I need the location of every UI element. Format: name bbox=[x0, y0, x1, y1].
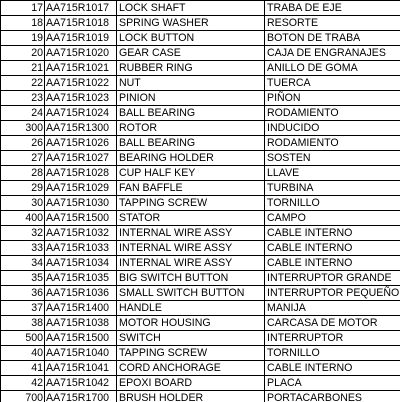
table-row bbox=[1, 31, 400, 46]
table-row bbox=[1, 376, 400, 391]
spanish-description-cell: RODAMIENTO bbox=[265, 106, 400, 121]
spanish-description-cell: TORNILLO bbox=[265, 196, 400, 211]
item-number-cell: 33 bbox=[1, 241, 45, 256]
description-cell: TAPPING SCREW bbox=[117, 346, 265, 361]
item-number-cell: 36 bbox=[1, 286, 45, 301]
description-cell: GEAR CASE bbox=[117, 46, 265, 61]
part-code-cell: AA715R1300 bbox=[45, 121, 117, 136]
part-code-cell: AA715R1018 bbox=[45, 16, 117, 31]
item-number-cell: 22 bbox=[1, 76, 45, 91]
spanish-description-cell: INTERRUPTOR GRANDE bbox=[265, 271, 400, 286]
part-code-cell: AA715R1023 bbox=[45, 91, 117, 106]
table-row bbox=[1, 301, 400, 316]
table-row bbox=[1, 346, 400, 361]
part-code-cell: AA715R1041 bbox=[45, 361, 117, 376]
spanish-description-cell: CAJA DE ENGRANAJES bbox=[265, 46, 400, 61]
table-row bbox=[1, 331, 400, 346]
part-code-cell: AA715R1036 bbox=[45, 286, 117, 301]
description-cell: CORD ANCHORAGE bbox=[117, 361, 265, 376]
table-row bbox=[1, 391, 400, 402]
spanish-description-cell: CAMPO bbox=[265, 211, 400, 226]
part-code-cell: AA715R1022 bbox=[45, 76, 117, 91]
spanish-description-cell: LLAVE bbox=[265, 166, 400, 181]
table-row bbox=[1, 211, 400, 226]
table-row bbox=[1, 256, 400, 271]
item-number-cell: 400 bbox=[1, 211, 45, 226]
part-code-cell: AA715R1400 bbox=[45, 301, 117, 316]
part-code-cell: AA715R1027 bbox=[45, 151, 117, 166]
spanish-description-cell: CABLE INTERNO bbox=[265, 361, 400, 376]
table-row bbox=[1, 196, 400, 211]
part-code-cell: AA715R1021 bbox=[45, 61, 117, 76]
spanish-description-cell: INDUCIDO bbox=[265, 121, 400, 136]
spanish-description-cell: CABLE INTERNO bbox=[265, 226, 400, 241]
description-cell: FAN BAFFLE bbox=[117, 181, 265, 196]
part-code-cell: AA715R1032 bbox=[45, 226, 117, 241]
description-cell: ROTOR bbox=[117, 121, 265, 136]
table-row bbox=[1, 151, 400, 166]
description-cell: LOCK SHAFT bbox=[117, 1, 265, 16]
spanish-description-cell: TURBINA bbox=[265, 181, 400, 196]
description-cell: INTERNAL WIRE ASSY bbox=[117, 226, 265, 241]
table-row bbox=[1, 76, 400, 91]
description-cell: EPOXI BOARD bbox=[117, 376, 265, 391]
item-number-cell: 23 bbox=[1, 91, 45, 106]
spanish-description-cell: INTERRUPTOR bbox=[265, 331, 400, 346]
table-row bbox=[1, 136, 400, 151]
spanish-description-cell: CABLE INTERNO bbox=[265, 241, 400, 256]
part-code-cell: AA715R1500 bbox=[45, 211, 117, 226]
item-number-cell: 41 bbox=[1, 361, 45, 376]
item-number-cell: 42 bbox=[1, 376, 45, 391]
spanish-description-cell: TORNILLO bbox=[265, 346, 400, 361]
item-number-cell: 27 bbox=[1, 151, 45, 166]
table-row bbox=[1, 106, 400, 121]
table-row bbox=[1, 241, 400, 256]
item-number-cell: 34 bbox=[1, 256, 45, 271]
description-cell: NUT bbox=[117, 76, 265, 91]
table-row bbox=[1, 1, 400, 16]
item-number-cell: 32 bbox=[1, 226, 45, 241]
description-cell: RUBBER RING bbox=[117, 61, 265, 76]
spanish-description-cell: BOTON DE TRABA bbox=[265, 31, 400, 46]
description-cell: SMALL SWITCH BUTTON bbox=[117, 286, 265, 301]
item-number-cell: 19 bbox=[1, 31, 45, 46]
description-cell: INTERNAL WIRE ASSY bbox=[117, 256, 265, 271]
item-number-cell: 28 bbox=[1, 166, 45, 181]
table-row bbox=[1, 316, 400, 331]
part-code-cell: AA715R1700 bbox=[45, 391, 117, 402]
description-cell: HANDLE bbox=[117, 301, 265, 316]
part-code-cell: AA715R1028 bbox=[45, 166, 117, 181]
description-cell: BALL BEARING bbox=[117, 106, 265, 121]
table-row bbox=[1, 46, 400, 61]
part-code-cell: AA715R1017 bbox=[45, 1, 117, 16]
part-code-cell: AA715R1033 bbox=[45, 241, 117, 256]
item-number-cell: 37 bbox=[1, 301, 45, 316]
item-number-cell: 18 bbox=[1, 16, 45, 31]
item-number-cell: 17 bbox=[1, 1, 45, 16]
description-cell: MOTOR HOUSING bbox=[117, 316, 265, 331]
spanish-description-cell: MANIJA bbox=[265, 301, 400, 316]
description-cell: BIG SWITCH BUTTON bbox=[117, 271, 265, 286]
spanish-description-cell: PORTACARBONES bbox=[265, 391, 400, 402]
spanish-description-cell: RODAMIENTO bbox=[265, 136, 400, 151]
description-cell: BEARING HOLDER bbox=[117, 151, 265, 166]
table-row bbox=[1, 226, 400, 241]
description-cell: LOCK BUTTON bbox=[117, 31, 265, 46]
part-code-cell: AA715R1500 bbox=[45, 331, 117, 346]
item-number-cell: 35 bbox=[1, 271, 45, 286]
description-cell: BALL BEARING bbox=[117, 136, 265, 151]
item-number-cell: 29 bbox=[1, 181, 45, 196]
spanish-description-cell: TRABA DE EJE bbox=[265, 1, 400, 16]
parts-table-body bbox=[1, 1, 400, 402]
spanish-description-cell: INTERRUPTOR PEQUEÑO bbox=[265, 286, 400, 301]
part-code-cell: AA715R1026 bbox=[45, 136, 117, 151]
part-code-cell: AA715R1024 bbox=[45, 106, 117, 121]
item-number-cell: 24 bbox=[1, 106, 45, 121]
part-code-cell: AA715R1030 bbox=[45, 196, 117, 211]
item-number-cell: 26 bbox=[1, 136, 45, 151]
item-number-cell: 700 bbox=[1, 391, 45, 402]
spanish-description-cell: PIÑON bbox=[265, 91, 400, 106]
part-code-cell: AA715R1038 bbox=[45, 316, 117, 331]
spanish-description-cell: RESORTE bbox=[265, 16, 400, 31]
item-number-cell: 21 bbox=[1, 61, 45, 76]
table-row bbox=[1, 121, 400, 136]
table-row bbox=[1, 286, 400, 301]
description-cell: INTERNAL WIRE ASSY bbox=[117, 241, 265, 256]
description-cell: CUP HALF KEY bbox=[117, 166, 265, 181]
part-code-cell: AA715R1042 bbox=[45, 376, 117, 391]
table-row bbox=[1, 271, 400, 286]
part-code-cell: AA715R1029 bbox=[45, 181, 117, 196]
item-number-cell: 20 bbox=[1, 46, 45, 61]
item-number-cell: 38 bbox=[1, 316, 45, 331]
spanish-description-cell: ANILLO DE GOMA bbox=[265, 61, 400, 76]
description-cell: BRUSH HOLDER bbox=[117, 391, 265, 402]
part-code-cell: AA715R1040 bbox=[45, 346, 117, 361]
description-cell: TAPPING SCREW bbox=[117, 196, 265, 211]
spanish-description-cell: TUERCA bbox=[265, 76, 400, 91]
description-cell: STATOR bbox=[117, 211, 265, 226]
spanish-description-cell: CABLE INTERNO bbox=[265, 256, 400, 271]
table-row bbox=[1, 91, 400, 106]
table-row bbox=[1, 181, 400, 196]
item-number-cell: 30 bbox=[1, 196, 45, 211]
spanish-description-cell: SOSTEN bbox=[265, 151, 400, 166]
table-row bbox=[1, 16, 400, 31]
part-code-cell: AA715R1034 bbox=[45, 256, 117, 271]
part-code-cell: AA715R1020 bbox=[45, 46, 117, 61]
part-code-cell: AA715R1035 bbox=[45, 271, 117, 286]
table-row bbox=[1, 61, 400, 76]
item-number-cell: 500 bbox=[1, 331, 45, 346]
table-row bbox=[1, 166, 400, 181]
item-number-cell: 40 bbox=[1, 346, 45, 361]
description-cell: SPRING WASHER bbox=[117, 16, 265, 31]
spanish-description-cell: CARCASA DE MOTOR bbox=[265, 316, 400, 331]
description-cell: SWITCH bbox=[117, 331, 265, 346]
description-cell: PINION bbox=[117, 91, 265, 106]
table-row bbox=[1, 361, 400, 376]
spanish-description-cell: PLACA bbox=[265, 376, 400, 391]
item-number-cell: 300 bbox=[1, 121, 45, 136]
part-code-cell: AA715R1019 bbox=[45, 31, 117, 46]
